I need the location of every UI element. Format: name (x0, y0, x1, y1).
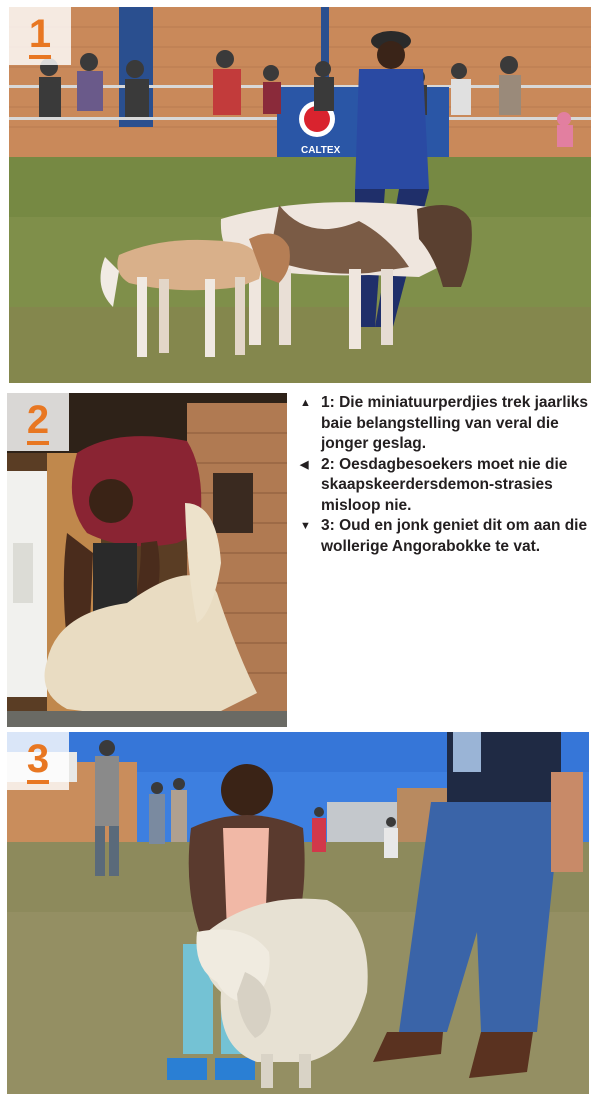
photo-number-badge (9, 7, 71, 65)
triangle-down-icon: ▼ (300, 520, 311, 532)
triangle-left-icon: ◀ (300, 458, 309, 471)
photo-sheep-shearing (7, 393, 287, 727)
caption-1 (300, 393, 594, 455)
photo-number: 1 (29, 14, 51, 59)
photo-angora-goat (7, 732, 589, 1094)
caltex-sign-text: CALTEX (301, 145, 341, 156)
caption-2 (300, 455, 594, 517)
caption-text: 2: Oesdagbesoekers moet nie die skaapskeerdersdemon-strasies misloop nie. (321, 455, 568, 514)
caption-3 (300, 516, 594, 557)
photo-number-badge (7, 393, 69, 451)
caption-list (300, 393, 594, 557)
photo-number: 2 (27, 400, 49, 445)
photo-number-badge (7, 732, 69, 790)
miniature-horses-image (9, 7, 591, 383)
caption-text: 3: Oud en jonk geniet dit om aan die wollerige Angorabokke te vat. (321, 517, 588, 555)
triangle-up-icon: ▲ (300, 397, 311, 409)
angora-goat-image (7, 732, 589, 1094)
caption-text: 1: Die miniatuurperdjies trek jaarliks baie belangstelling van veral die jonger geslag. (321, 394, 589, 452)
photo-miniature-horses (9, 7, 591, 383)
photo-number: 3 (27, 739, 49, 784)
